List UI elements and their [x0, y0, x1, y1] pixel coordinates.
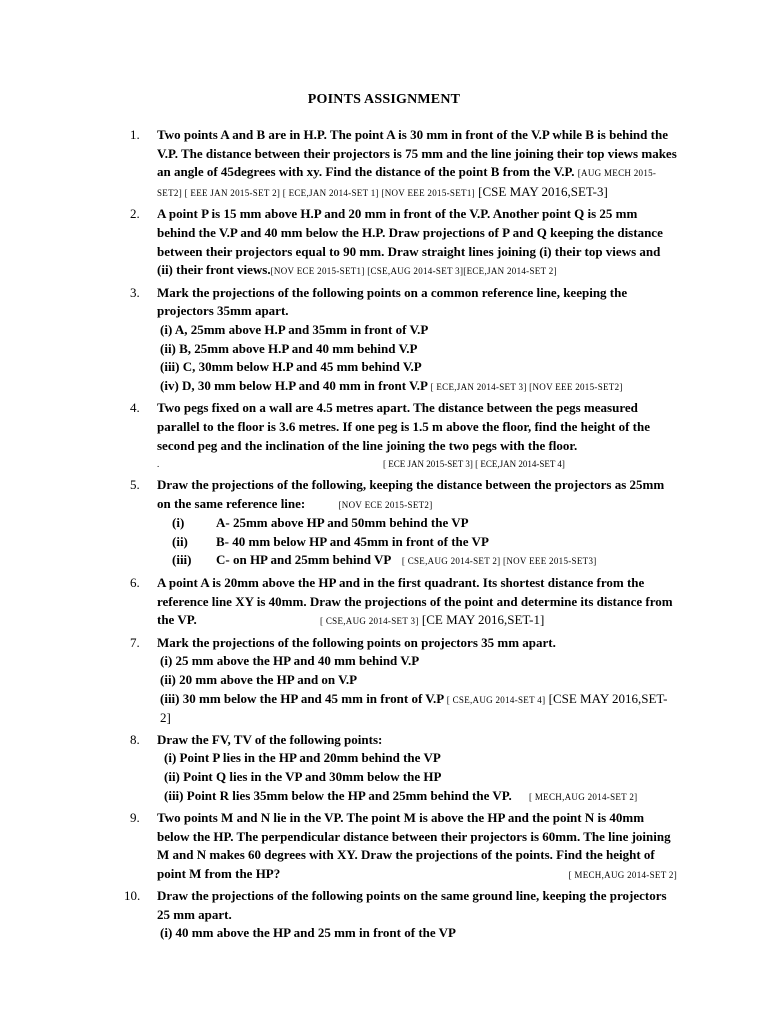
- sub-item: [160, 671, 676, 690]
- exam-reference: [NOV ECE 2015-SET2]: [338, 499, 433, 510]
- dot-marker: .: [157, 459, 160, 470]
- sub-item-text: 40 mm above the HP and 25 mm in front of the VP: [175, 925, 456, 941]
- sub-item-label: (i): [160, 653, 173, 669]
- question-number: 9.: [130, 810, 140, 826]
- sub-item-label: (iii): [172, 552, 192, 568]
- sub-item-text: A- 25mm above HP and 50mm behind the VP: [216, 515, 469, 531]
- exam-reference: [ CSE,AUG 2014-SET 4]: [446, 694, 546, 705]
- sub-item: [160, 358, 676, 377]
- question-list: [0, 126, 768, 946]
- sub-item-text: C, 30mm below H.P and 45 mm behind V.P: [182, 359, 422, 375]
- question-number: 2.: [130, 206, 140, 222]
- question-8: [0, 731, 768, 806]
- sub-item: [160, 321, 676, 340]
- sub-item-text: B- 40 mm below HP and 45mm in front of the VP: [216, 533, 489, 549]
- question-text: Two pegs fixed on a wall are 4.5 metres apart. The distance between the pegs measured parallel to the floor is 3.6 metres. If one peg is 1.5 m above the floor, find the height of the second peg and the inclination of the line joining the two pegs with the floor.: [157, 400, 650, 453]
- sub-item: [160, 652, 676, 671]
- sub-item-text: C- on HP and 25mm behind VP: [216, 552, 391, 568]
- question-number: 6.: [130, 575, 140, 591]
- sub-item-label: (ii): [172, 533, 188, 549]
- sub-item-label: (ii): [164, 769, 180, 784]
- exam-reference: [CSE MAY 2016,SET-3]: [478, 183, 608, 199]
- sub-item: [160, 377, 676, 397]
- exam-reference: [ CSE,AUG 2014-SET 3]: [319, 616, 419, 627]
- sub-item: [160, 690, 676, 728]
- sub-item-label: (i): [172, 515, 185, 531]
- exam-reference: [ ECE,JAN 2014-SET 3] [NOV EEE 2015-SET2]: [430, 381, 623, 392]
- question-text: A point A is 20mm above the HP and in the first quadrant. Its shortest distance from the reference line XY is 40mm. Draw the projections of the point and determine its distance from the VP.: [157, 575, 673, 628]
- sub-item: [160, 924, 676, 943]
- sub-item-label: (iii): [160, 359, 180, 375]
- question-4: [0, 399, 768, 473]
- sub-item-text: 20 mm above the HP and on V.P: [179, 672, 358, 688]
- exam-reference: [CE MAY 2016,SET-1]: [421, 612, 545, 628]
- sub-item-text: Point P lies in the HP and 20mm behind the VP: [179, 750, 441, 766]
- question-2: [0, 205, 768, 280]
- question-9: [0, 809, 768, 884]
- sub-item-text: D, 30 mm below H.P and 40 mm in front V.P: [182, 377, 428, 393]
- sub-item-label: (iii): [164, 787, 184, 803]
- exam-reference: [ MECH,AUG 2014-SET 2]: [529, 791, 638, 802]
- sub-item-text: Point R lies 35mm below the HP and 25mm behind the VP.: [186, 787, 512, 803]
- sub-item: [160, 340, 676, 359]
- sub-item-label: (ii): [160, 340, 176, 356]
- question-number: 10.: [124, 888, 141, 904]
- exam-reference: [NOV ECE 2015-SET1] [CSE,AUG 2014-SET 3][ECE,JAN 2014-SET 2]: [270, 266, 557, 277]
- sub-item: [160, 551, 676, 571]
- sub-item: [164, 749, 680, 768]
- question-text: Draw the projections of the following, keeping the distance between the projectors as 25mm on the same reference line:: [157, 477, 665, 511]
- sub-item-text: 30 mm below the HP and 45 mm in front of V.P: [182, 690, 444, 706]
- question-3: [0, 284, 768, 397]
- sub-item-label: (i): [160, 321, 173, 337]
- question-text: A point P is 15 mm above H.P and 20 mm in front of the V.P. Another point Q is 25 mm behind the V.P and 40 mm below the H.P. Draw projections of P and Q keeping the distance between their projectors equal to 90 mm. Draw straight lines joining (i) their top views and (ii) their front views.: [157, 206, 663, 278]
- sub-item: [164, 787, 680, 807]
- sub-item-text: B, 25mm above H.P and 40 mm behind V.P: [179, 340, 418, 356]
- sub-item-label: (i): [160, 925, 173, 941]
- sub-item: [160, 533, 676, 552]
- question-1: [0, 126, 768, 202]
- question-number: 1.: [130, 127, 140, 142]
- sub-item-text: A, 25mm above H.P and 35mm in front of V.P: [174, 321, 429, 337]
- question-number: 7.: [130, 634, 140, 650]
- question-text: Mark the projections of the following points on a common reference line, keeping the projectors 35mm apart.: [157, 284, 628, 319]
- question-10: [0, 887, 768, 943]
- question-5: [0, 476, 768, 571]
- question-number: 3.: [130, 284, 140, 300]
- question-6: [0, 574, 768, 631]
- sub-item: [164, 768, 680, 787]
- question-number: 4.: [130, 400, 140, 416]
- sub-item-label: (iii): [160, 690, 180, 706]
- sub-item-text: 25 mm above the HP and 40 mm behind V.P: [175, 653, 420, 669]
- question-7: [0, 634, 768, 728]
- exam-reference: [AUG MECH 2015-SET2] [ EEE JAN 2015-SET 2] [ ECE,JAN 2014-SET 1] [NOV EEE 2015-SET1]: [157, 168, 657, 198]
- question-number: 5.: [130, 477, 140, 493]
- question-text: Two points M and N lie in the VP. The point M is above the HP and the point N is 40mm below the HP. The perpendicular distance between their projectors is 60mm. The line joining M and N makes 60 degrees with XY. Draw the projections of the points. Find the height of point M from the HP?: [157, 810, 671, 881]
- exam-reference: [CSE MAY 2016,SET-2]: [160, 690, 668, 726]
- sub-item-text: Point Q lies in the VP and 30mm below the HP: [183, 769, 442, 784]
- sub-item-label: (iv): [160, 377, 179, 393]
- exam-reference: [ ECE JAN 2015-SET 3] [ ECE,JAN 2014-SET 4]: [383, 459, 565, 470]
- question-text: Mark the projections of the following points on projectors 35 mm apart.: [157, 634, 556, 650]
- question-text: Draw the projections of the following points on the same ground line, keeping the projectors 25 mm apart.: [157, 888, 667, 922]
- sub-item: [160, 514, 676, 533]
- page-title: POINTS ASSIGNMENT: [307, 92, 461, 107]
- exam-reference: [ CSE,AUG 2014-SET 2] [NOV EEE 2015-SET3]: [401, 556, 597, 567]
- question-text: Draw the FV, TV of the following points:: [157, 731, 383, 747]
- question-text: Two points A and B are in H.P. The point A is 30 mm in front of the V.P while B is behind the V.P. The distance between their projectors is 75 mm and the line joining their top views makes an angle of 45degrees with xy. Find the distance of the point B from the V.P.: [157, 127, 677, 180]
- question-number: 8.: [130, 731, 140, 747]
- exam-reference: [ MECH,AUG 2014-SET 2]: [568, 869, 677, 880]
- sub-item-label: (i): [164, 750, 177, 766]
- sub-item-label: (ii): [160, 672, 176, 688]
